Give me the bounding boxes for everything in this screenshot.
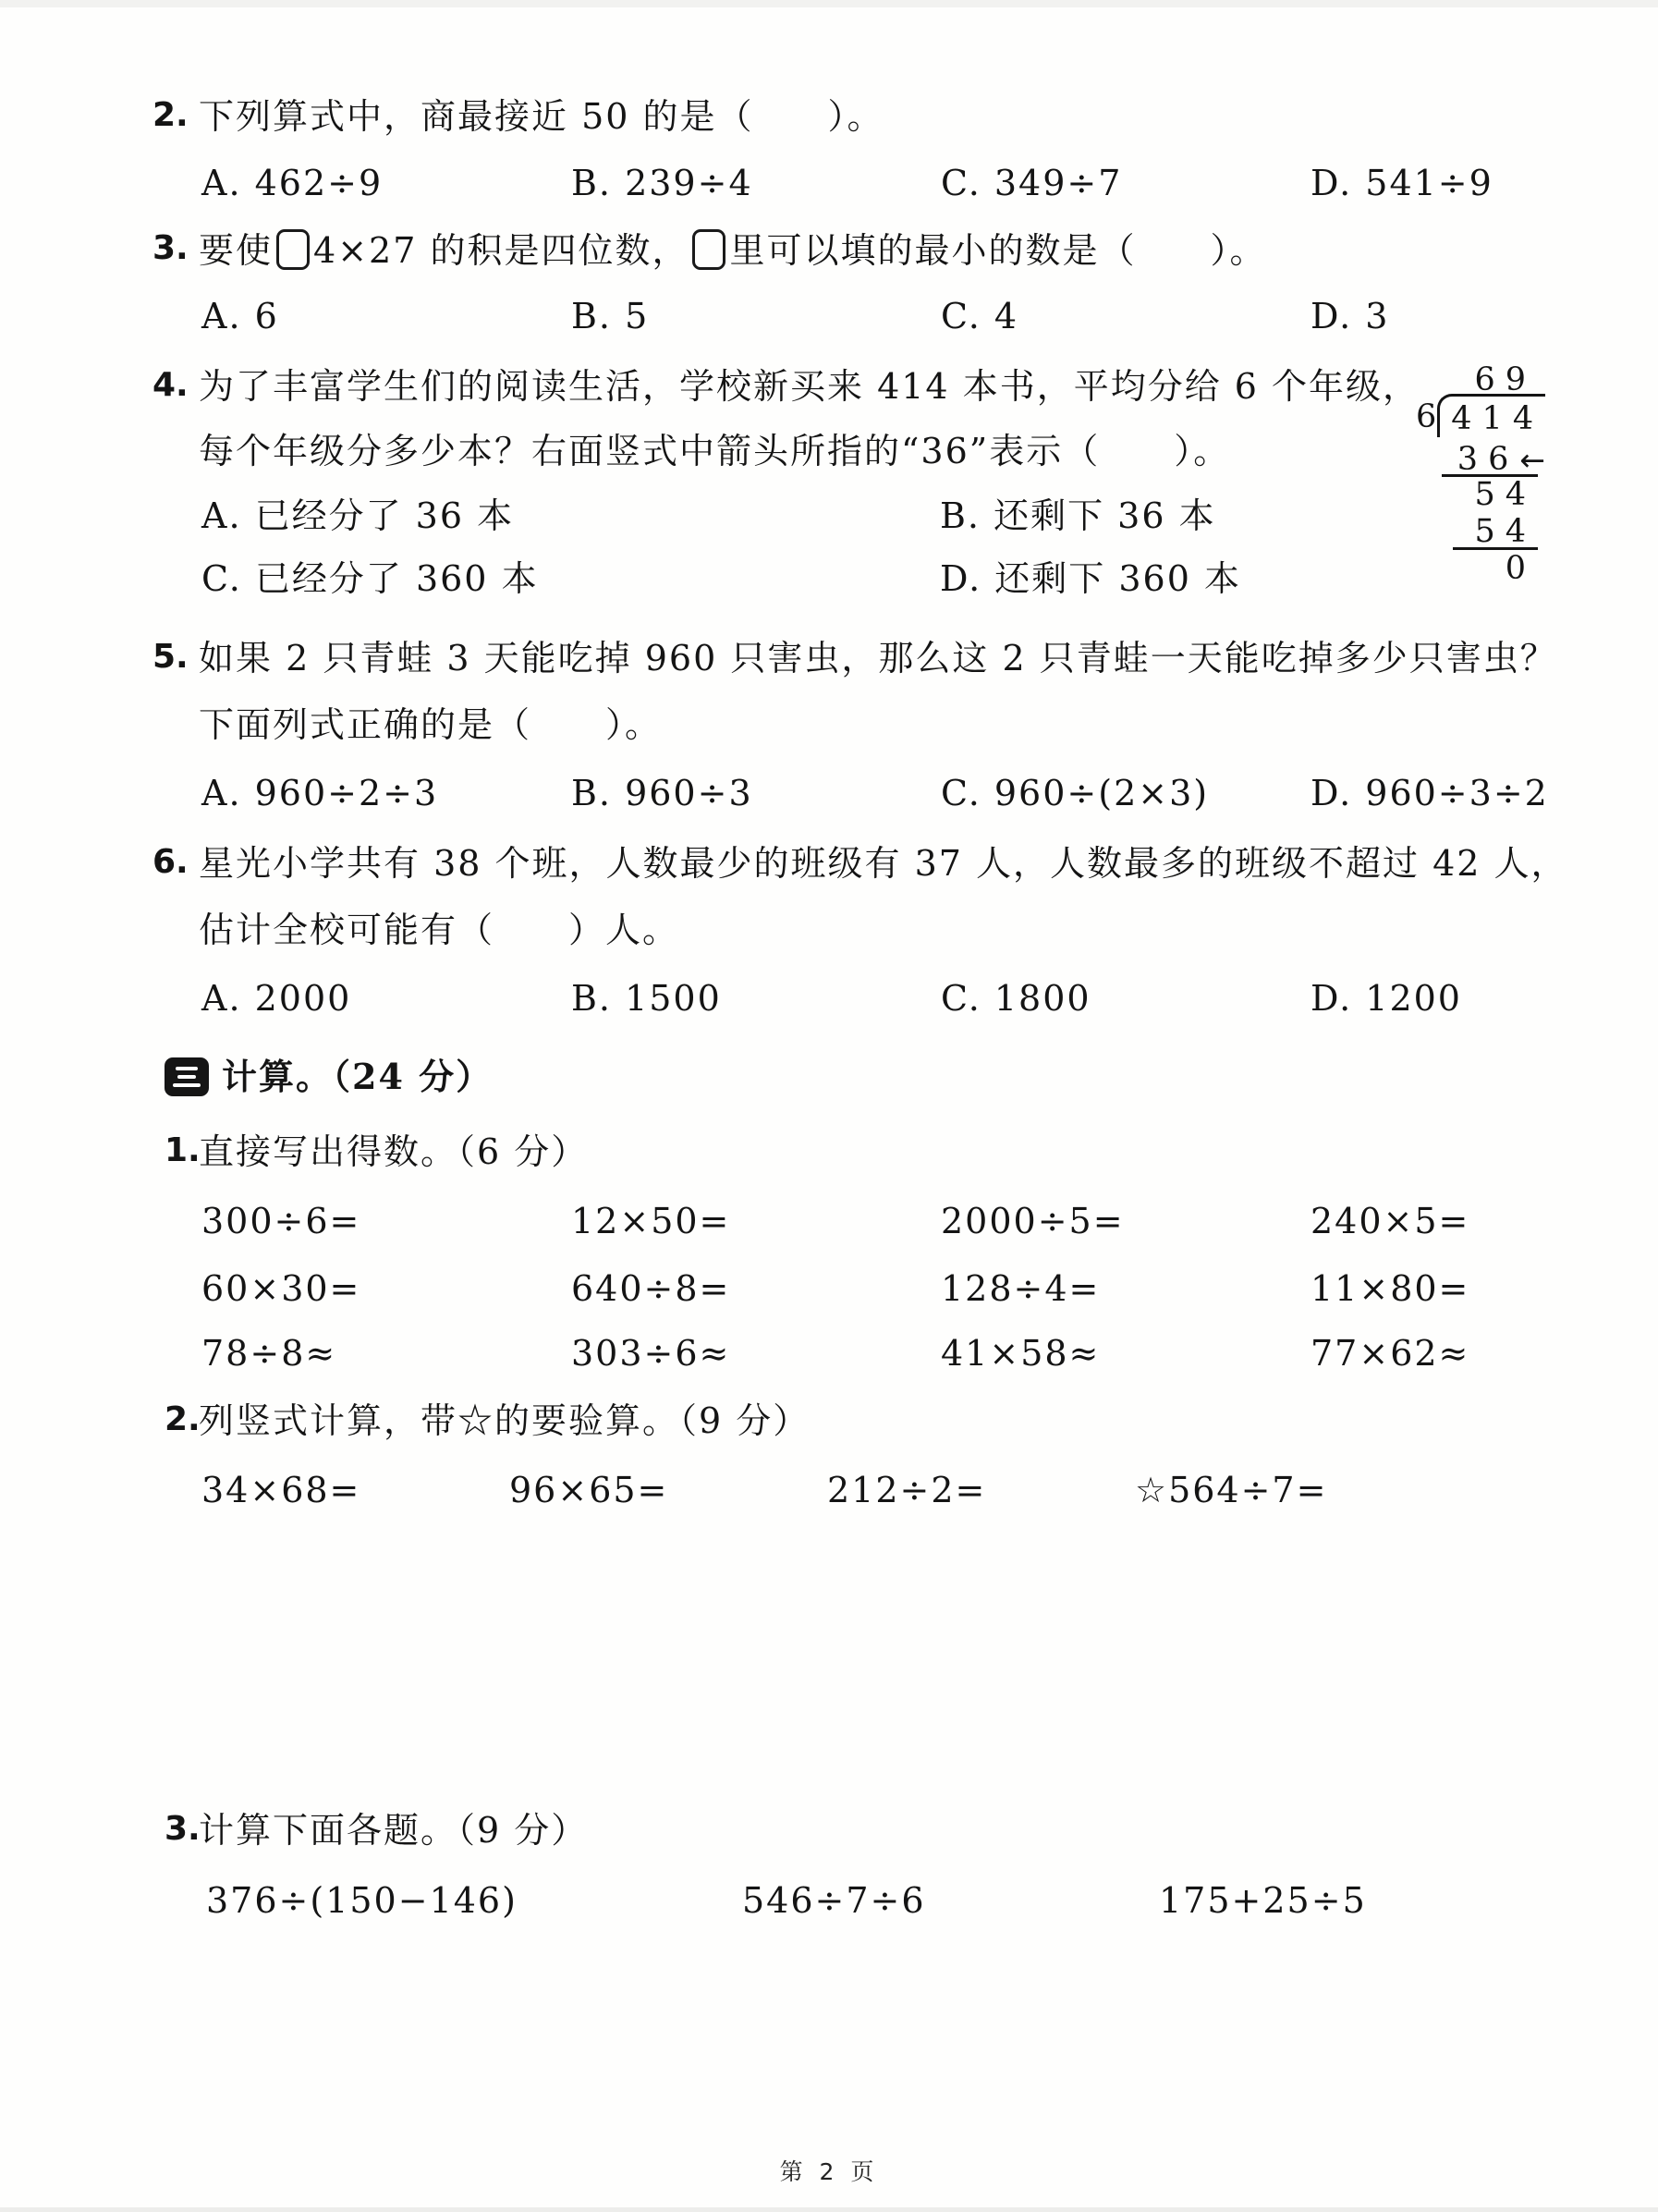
long-division [1412,361,1547,608]
question-2-option-a: A. 462÷9 [201,163,384,203]
division-step-36 [1457,441,1545,478]
question-5-option-c: C. 960÷(2×3) [941,773,1210,813]
expression: 78÷8≈ [201,1333,337,1374]
scan-edge-top [0,0,1658,7]
division-remainder: 0 [1505,550,1536,587]
division-quotient: 69 [1474,361,1536,398]
digit-box [692,229,725,270]
stem-text: 4×27 的积是四位数， [313,230,689,271]
question-6-stem-line2: 估计全校可能有（ ）人。 [199,910,680,950]
stem-text: 要使 [199,230,274,271]
question-5-option-b: B. 960÷3 [571,773,753,813]
question-4-number: 4. [152,366,189,404]
expression: 212÷2= [827,1470,987,1510]
expression: 12×50= [571,1201,731,1241]
question-6-option-b: B. 1500 [571,978,722,1019]
expression: 34×68= [201,1470,361,1510]
question-2-option-b: B. 239÷4 [571,163,753,203]
question-4-stem-line2: 每个年级分多少本？右面竖式中箭头所指的“36”表示（ ）。 [199,431,1231,471]
expression: 128÷4= [941,1268,1101,1309]
question-6-option-a: A. 2000 [201,978,352,1019]
scan-edge-bottom [0,2207,1658,2212]
expression-starred: ☆564÷7= [1135,1470,1328,1510]
question-2-option-c: C. 349÷7 [941,163,1123,203]
question-4-option-d: D. 还剩下 360 本 [940,558,1241,599]
question-3-option-a: A. 6 [201,296,279,336]
question-4-stem-line1: 为了丰富学生们的阅读生活，学校新买来 414 本书，平均分给 6 个年级， [199,366,1420,407]
division-bracket [1416,394,1545,437]
section-title: 计算。（24 分） [222,1056,494,1097]
question-5-stem-line1: 如果 2 只青蛙 3 天能吃掉 960 只害虫，那么这 2 只青蛙一天能吃掉多少只害虫？ [199,638,1557,678]
question-6-stem-line1: 星光小学共有 38 个班，人数最少的班级有 37 人，人数最多的班级不超过 42 人， [199,843,1568,884]
question-3-number: 3. [152,229,189,267]
sub-question-3-number: 3. [165,1810,201,1848]
question-3-option-d: D. 3 [1311,296,1390,336]
expression: 546÷7÷6 [742,1880,926,1921]
expression: 303÷6≈ [571,1333,731,1374]
question-3-option-b: B. 5 [571,296,650,336]
question-2-number: 2. [152,96,189,134]
sub-question-3-title: 计算下面各题。（9 分） [199,1810,589,1851]
division-dividend: 414 [1437,394,1545,437]
question-6-option-d: D. 1200 [1311,978,1462,1019]
expression: 41×58≈ [941,1333,1101,1374]
question-4-option-b: B. 还剩下 36 本 [940,495,1216,536]
question-6-option-c: C. 1800 [941,978,1091,1019]
expression: 77×62≈ [1311,1333,1470,1374]
question-4-option-a: A. 已经分了 36 本 [201,495,515,536]
division-step-value: 36 [1457,441,1519,478]
question-6-number: 6. [152,843,189,881]
sub-question-2-number: 2. [165,1400,201,1438]
expression: 376÷(150−146) [206,1880,518,1921]
section-three-badge-icon [165,1057,209,1096]
question-3-stem [199,229,1266,272]
expression: 175+25÷5 [1159,1880,1367,1921]
question-4-option-c: C. 已经分了 360 本 [201,558,539,599]
question-5-stem-line2: 下面列式正确的是（ ）。 [199,704,663,745]
expression: 240×5= [1311,1201,1470,1241]
expression: 640÷8= [571,1268,731,1309]
sub-question-2-title: 列竖式计算，带☆的要验算。（9 分） [199,1400,811,1441]
question-2-option-d: D. 541÷9 [1311,163,1493,203]
question-3-option-c: C. 4 [941,296,1019,336]
left-arrow-icon: ← [1519,442,1545,478]
page-number: 第 2 页 [779,2158,879,2185]
division-step-54b: 54 [1474,513,1536,550]
digit-box [276,229,310,270]
stem-text: 里可以填的最小的数是（ ）。 [729,230,1267,271]
question-5-option-d: D. 960÷3÷2 [1311,773,1549,813]
sub-question-1-title: 直接写出得数。（6 分） [199,1131,589,1172]
division-divisor: 6 [1416,398,1437,435]
expression: 96×65= [509,1470,669,1510]
question-5-number: 5. [152,638,189,676]
division-step-54: 54 [1474,476,1536,513]
sub-question-1-number: 1. [165,1131,201,1169]
question-5-option-a: A. 960÷2÷3 [201,773,439,813]
question-2-stem: 下列算式中，商最接近 50 的是（ ）。 [199,96,884,137]
expression: 60×30= [201,1268,361,1309]
expression: 300÷6= [201,1201,361,1241]
expression: 2000÷5= [941,1201,1125,1241]
expression: 11×80= [1311,1268,1470,1309]
